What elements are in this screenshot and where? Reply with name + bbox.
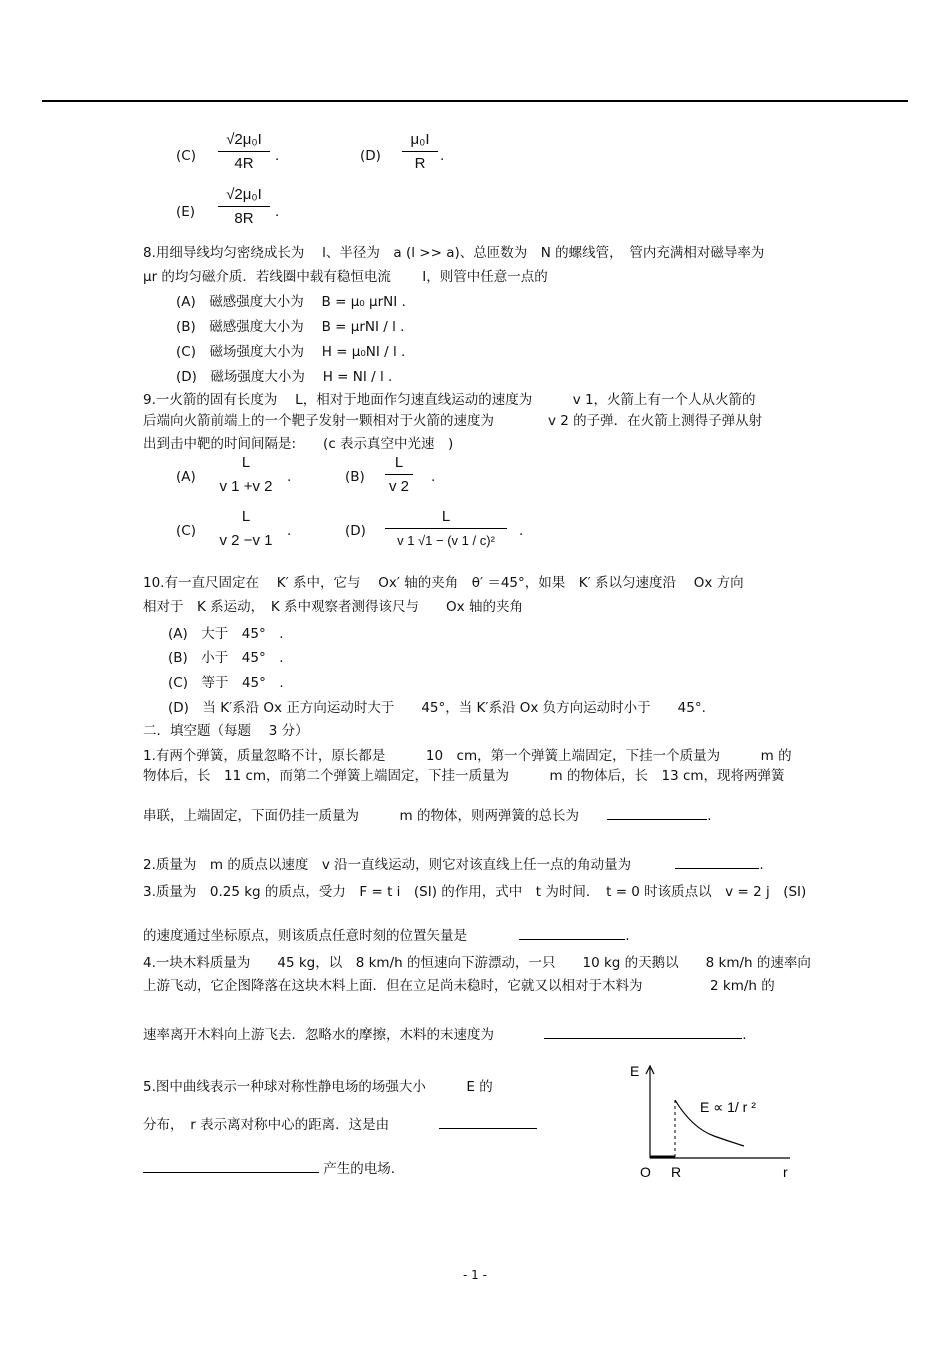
f1-line-1: 1.有两个弹簧，质量忽略不计，原长都是 10 cm，第一个弹簧上端固定，下挂一个质量为 m 的 <box>143 748 792 764</box>
f3-line-2: 的速度通过坐标原点，则该质点任意时刻的位置矢量是 . <box>143 928 630 944</box>
y-axis-label: E <box>630 1063 640 1079</box>
fraction-numerator: μ₀I <box>410 131 430 148</box>
fraction-bar <box>218 151 270 152</box>
fraction-denominator: v 2 −v 1 <box>219 532 273 549</box>
q7-option-d-label: (D) <box>360 148 381 164</box>
q9-option-c-fraction <box>214 507 278 550</box>
f4-line-3: 速率离开木料向上游飞去．忽略水的摩擦，木料的末速度为 . <box>143 1027 747 1043</box>
q7-option-c-label: (C) <box>176 148 196 164</box>
q10-stem-line-1: 10.有一直尺固定在 K′ 系中，它与 Ox′ 轴的夹角 θ′ ＝45°，如果 K′ 系以匀速度沿 Ox 方向 <box>143 575 744 591</box>
f2-text: 2.质量为 m 的质点以速度 v 沿一直线运动，则它对该直线上任一点的角动量为 <box>143 857 632 873</box>
q9-option-b-fraction <box>385 453 413 496</box>
answer-blank-2[interactable] <box>675 856 759 869</box>
f1-line-3-text: 串联，上端固定，下面仍挂一质量为 m 的物体，则两弹簧的总长为 <box>143 808 579 824</box>
f1-line-3: 串联，上端固定，下面仍挂一质量为 m 的物体，则两弹簧的总长为 . <box>143 808 712 824</box>
q9-stem-line-1: 9.一火箭的固有长度为 L，相对于地面作匀速直线运动的速度为 v 1，火箭上有一个人从火箭的 <box>143 392 756 408</box>
fraction-denominator: v 1 +v 2 <box>219 478 273 495</box>
f5-line-2 <box>143 1113 537 1133</box>
q9-option-a-label: (A) <box>176 469 196 485</box>
punctuation: . <box>440 148 445 164</box>
q9-option-c-label: (C) <box>176 523 196 539</box>
q10-stem-line-2: 相对于 K 系运动， K 系中观察者测得该尺与 Ox 轴的夹角 <box>143 599 523 615</box>
origin-label: O <box>640 1164 651 1180</box>
answer-blank-1[interactable] <box>607 807 707 820</box>
fraction-denominator: R <box>414 155 426 172</box>
f5-line-2-text: 分布， r 表示离对称中心的距离．这是由 <box>143 1117 390 1133</box>
punctuation: . <box>275 204 280 220</box>
q9-option-d-fraction <box>385 507 507 550</box>
header-rule <box>42 100 908 102</box>
f4-line-2: 上游飞动，它企图降落在这块木料上面．但在立足尚未稳时，它就又以相对于木料为 2 km/h 的 <box>143 978 775 994</box>
q9-option-d-label: (D) <box>345 523 366 539</box>
f3-line-2-text: 的速度通过坐标原点，则该质点任意时刻的位置矢量是 <box>143 928 467 944</box>
f4-line-1: 4.一块木料质量为 45 kg，以 8 km/h 的恒速向下游漂动，一只 10 kg 的天鹅以 8 km/h 的速率向 <box>143 955 811 971</box>
q8-stem-line-2: μr 的均匀磁介质．若线圈中载有稳恒电流 I，则管中任意一点的 <box>143 269 548 285</box>
curve-formula: E ∝ 1/ r ² <box>700 1099 756 1115</box>
q8-stem-line-1: 8.用细导线均匀密绕成长为 l、半径为 a (l >> a)、总匝数为 N 的螺线管， 管内充满相对磁导率为 <box>143 245 765 261</box>
fraction-bar <box>218 206 270 207</box>
q9-option-b-label: (B) <box>345 469 365 485</box>
q10-option-a: (A) 大于 45° . <box>168 626 284 642</box>
answer-blank-5a[interactable] <box>439 1116 537 1129</box>
fraction-bar <box>214 528 278 529</box>
punctuation: . <box>287 469 292 485</box>
fraction-denominator: v 2 <box>388 478 409 495</box>
fraction-bar <box>402 151 438 152</box>
fraction-numerator: L <box>394 454 404 471</box>
x-axis-label: r <box>783 1164 788 1180</box>
q7-option-c-fraction <box>218 130 270 173</box>
fraction-bar <box>385 474 413 475</box>
q8-option-d: (D) 磁场强度大小为 H = NI / l . <box>176 369 393 385</box>
f5-line-3-text: 产生的电场. <box>323 1161 396 1177</box>
fraction-denominator: 8R <box>234 210 254 227</box>
q8-option-b: (B) 磁感强度大小为 B = μrNI / l . <box>176 319 405 335</box>
answer-blank-4[interactable] <box>544 1026 742 1039</box>
q10-option-c: (C) 等于 45° . <box>168 675 284 691</box>
f5-line-3 <box>143 1157 395 1177</box>
fraction-bar <box>385 528 507 529</box>
fraction-bar <box>214 474 278 475</box>
q7-option-d-fraction <box>402 130 438 173</box>
punctuation: . <box>275 148 280 164</box>
page-number: - 1 - <box>463 1268 487 1282</box>
r-mark-label: R <box>671 1164 682 1180</box>
q9-stem-line-2: 后端向火箭前端上的一个靶子发射一颗相对于火箭的速度为 v 2 的子弹．在火箭上测得子弹从射 <box>143 413 763 429</box>
q10-option-d: (D) 当 K′系沿 Ox 正方向运动时大于 45°，当 K′系沿 Ox 负方向运动时小于 45°. <box>168 700 706 716</box>
punctuation: . <box>431 469 436 485</box>
fraction-numerator: L <box>441 508 451 525</box>
f5-line-1: 5.图中曲线表示一种球对称性静电场的场强大小 E 的 <box>143 1079 493 1095</box>
q10-option-b: (B) 小于 45° . <box>168 650 284 666</box>
f4-line-3-text: 速率离开木料向上游飞去．忽略水的摩擦，木料的末速度为 <box>143 1027 494 1043</box>
field-distribution-graph <box>630 1060 800 1180</box>
q8-option-c: (C) 磁场强度大小为 H = μ₀NI / l . <box>176 344 406 360</box>
q7-option-e-fraction <box>218 185 270 228</box>
answer-blank-3[interactable] <box>519 927 625 940</box>
f3-line-1: 3.质量为 0.25 kg 的质点，受力 F = t i (SI) 的作用，式中 t 为时间． t = 0 时该质点以 v = 2 j (SI) <box>143 884 807 900</box>
punctuation: . <box>287 523 292 539</box>
fraction-denominator: 4R <box>234 155 254 172</box>
fraction-numerator: √2μ₀I <box>226 131 262 148</box>
fraction-numerator: L <box>241 454 251 471</box>
fraction-numerator: L <box>241 508 251 525</box>
q9-option-a-fraction <box>214 453 278 496</box>
fraction-numerator: √2μ₀I <box>226 186 262 203</box>
q9-stem-line-3: 出到击中靶的时间间隔是: (c 表示真空中光速 ) <box>143 436 454 452</box>
graph-svg <box>630 1060 800 1180</box>
q7-option-e-label: (E) <box>176 204 196 220</box>
f2-line: 2.质量为 m 的质点以速度 v 沿一直线运动，则它对该直线上任一点的角动量为 . <box>143 857 764 873</box>
q8-option-a: (A) 磁感强度大小为 B = μ₀ μrNI . <box>176 294 406 310</box>
fraction-denominator: v 1 √1 − (v 1 / c)² <box>397 533 495 548</box>
answer-blank-5b[interactable] <box>143 1160 319 1173</box>
section-title: 二．填空题（每题 3 分） <box>143 723 309 739</box>
punctuation: . <box>519 523 524 539</box>
f1-line-2: 物体后，长 11 cm，而第二个弹簧上端固定，下挂一质量为 m 的物体后，长 13 cm，现将两弹簧 <box>143 768 785 784</box>
